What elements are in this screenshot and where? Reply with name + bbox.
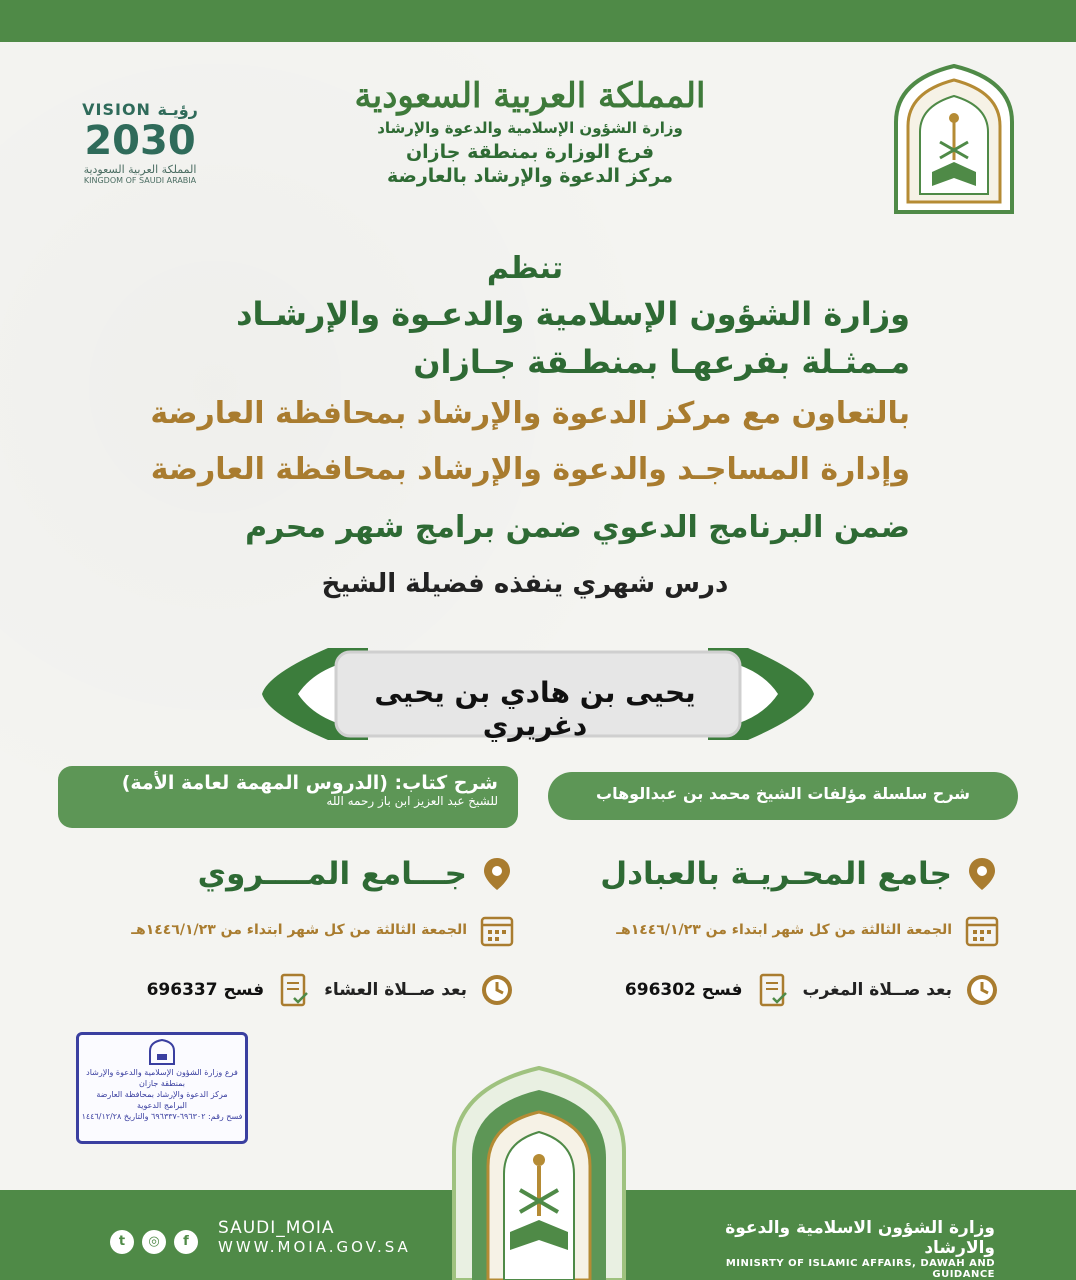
- ministry-name: وزارة الشؤون الإسلامية والدعـوة والإرشـاد: [236, 295, 910, 333]
- vision-english: KINGDOM OF SAUDI ARABIA: [83, 176, 197, 185]
- right-mosque-name: جامع المحـريـة بالعبادل: [600, 856, 952, 892]
- twitter-icon[interactable]: t: [110, 1230, 134, 1254]
- right-date: الجمعة الثالثة من كل شهر ابتداء من ١٤٤٦/١/٢٣هـ: [616, 922, 952, 938]
- left-time: بعد صــلاة العشاء: [324, 980, 467, 1000]
- official-stamp: [76, 1032, 248, 1144]
- vision-2030-logo: [70, 100, 210, 200]
- stamp-line-4: البرامج الدعوية: [137, 1101, 187, 1110]
- vision-number: 2030: [84, 118, 196, 164]
- calendar-icon: [964, 912, 1000, 948]
- right-book-title: شرح سلسلة مؤلفات الشيخ محمد بن عبدالوهاب: [595, 784, 971, 803]
- right-time-row: [560, 960, 1000, 1020]
- stamp-emblem-icon: [148, 1039, 176, 1065]
- footer-ministry: [660, 1218, 995, 1280]
- stamp-line-5: فسح رقم: ٦٩٦٣٠٢-٦٩٦٣٣٧ والتاريخ ١٤٤٦/١٢/٢٨: [81, 1112, 243, 1121]
- vision-arabic: المملكة العربية السعودية: [83, 163, 197, 176]
- location-icon: [479, 856, 515, 892]
- top-green-bar: [0, 0, 1076, 42]
- header: [330, 70, 730, 230]
- ministry-emblem: [892, 62, 1016, 214]
- right-time: بعد صــلاة المغرب: [802, 980, 952, 1000]
- stamp-line-2: بمنطقة جازان: [138, 1079, 186, 1088]
- right-permit: فسح 696302: [624, 980, 743, 1000]
- left-book-title: شرح كتاب: (الدروس المهمة لعامة الأمة): [121, 772, 498, 794]
- calendar-icon: [479, 912, 515, 948]
- mosques-admin-line: وإدارة المساجـد والدعوة والإرشاد بمحافظة العارضة: [150, 452, 910, 487]
- footer-ministry-arabic: وزارة الشؤون الاسلامية والدعوة والارشاد: [725, 1218, 995, 1258]
- left-book-pill: [58, 766, 518, 828]
- footer-links: [218, 1218, 411, 1256]
- lesson-line: درس شهري ينفذه فضيلة الشيخ: [321, 569, 729, 599]
- left-mosque-row: [70, 848, 515, 900]
- left-date: الجمعة الثالثة من كل شهر ابتداء من ١٤٤٦/١/٢٣هـ: [131, 922, 467, 938]
- location-icon: [964, 856, 1000, 892]
- ministry-emblem-bottom: [448, 1062, 630, 1280]
- left-time-row: [70, 960, 515, 1020]
- social-icons: [110, 1230, 198, 1254]
- right-book-pill: [548, 772, 1018, 820]
- represented-line: مـمثـلة بفرعهـا بمنطـقة جـازان: [413, 343, 910, 381]
- announcement-text: [140, 248, 910, 610]
- clock-icon: [479, 972, 515, 1008]
- center-line: مركز الدعوة والإرشاد بالعارضة: [386, 165, 674, 187]
- footer-ministry-english: MINISRTY OF ISLAMIC AFFAIRS, DAWAH AND GUIDANCE: [725, 1258, 995, 1280]
- right-column: [560, 848, 1000, 1020]
- branch-line: فرع الوزارة بمنطقة جازان: [405, 141, 655, 163]
- stamp-line-1: فرع وزارة الشؤون الإسلامية والدعوة والإرشاد: [86, 1068, 238, 1077]
- kingdom-title: المملكة العربية السعودية: [354, 76, 706, 116]
- program-line: ضمن البرنامج الدعوي ضمن برامج شهر محرم: [245, 510, 910, 545]
- website-link[interactable]: WWW.MOIA.GOV.SA: [218, 1238, 411, 1256]
- right-mosque-row: [560, 848, 1000, 900]
- facebook-icon[interactable]: f: [174, 1230, 198, 1254]
- cooperation-line: بالتعاون مع مركز الدعوة والإرشاد بمحافظة العارضة: [150, 396, 910, 431]
- left-permit: فسح 696337: [146, 980, 265, 1000]
- instagram-icon[interactable]: ◎: [142, 1230, 166, 1254]
- social-handle[interactable]: SAUDI_MOIA: [218, 1218, 335, 1238]
- left-column: [70, 848, 515, 1020]
- vision-label: VISION رؤيـة: [82, 100, 198, 119]
- document-icon: [276, 972, 312, 1008]
- stamp-line-3: مركز الدعوة والإرشاد بمحافظة العارضة: [96, 1090, 228, 1099]
- left-date-row: [70, 900, 515, 960]
- ministry-line: وزارة الشؤون الإسلامية والدعوة والإرشاد: [377, 119, 683, 137]
- sheikh-name: يحيى بن هادي بن يحيى دغريري: [374, 676, 696, 742]
- left-mosque-name: جـــامع المــــروي: [197, 856, 467, 892]
- left-book-author: للشيخ عبد العزيز ابن باز رحمه الله: [326, 794, 498, 808]
- clock-icon: [964, 972, 1000, 1008]
- document-icon: [755, 972, 791, 1008]
- organizes-heading: تنظم: [486, 251, 564, 286]
- right-date-row: [560, 900, 1000, 960]
